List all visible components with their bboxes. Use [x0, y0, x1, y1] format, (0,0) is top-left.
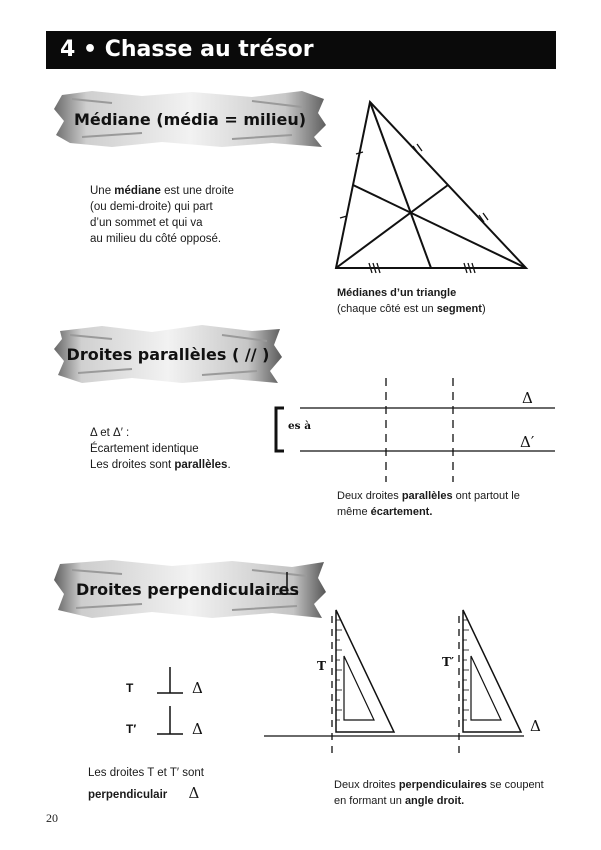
median-c [353, 185, 526, 268]
paralleles-text: Δ et Δ′ : Écartement identique Les droites sont parallèles. [90, 427, 231, 471]
set-square-right [463, 610, 521, 732]
chapter-title: 4 • Chasse au trésor [60, 37, 314, 62]
chapter-title-bar [46, 31, 556, 69]
set-square-diagram [262, 604, 562, 756]
delta-label: Δ [522, 389, 533, 407]
perpendicular-symbol-icon [155, 665, 185, 697]
page-number: 20 [46, 811, 58, 825]
triangle-outline [336, 102, 526, 268]
triangle-medians-diagram [330, 96, 535, 276]
example1-right-label: Δ [192, 679, 203, 697]
perpendiculaires-caption: Deux droites perpendiculaires se coupent en formant un angle droit. [334, 779, 544, 807]
perpendiculaires-heading: Droites perpendiculaires [76, 579, 299, 599]
example1-left-label: T [126, 681, 134, 695]
median-a [370, 102, 431, 268]
label-t: T [317, 659, 326, 673]
mediane-heading-banner [52, 89, 328, 149]
mediane-caption: Médianes d’un triangle (chaque côté est un segment) [337, 287, 486, 315]
mediane-text: Une médiane est une droite (ou demi-droite) qui part d’un sommet et qui va au milieu du côté opposé. [90, 185, 234, 245]
bracket-label: es à [288, 420, 312, 432]
parallel-lines-diagram [270, 370, 570, 485]
set-square-left [336, 610, 394, 732]
label-t-prime: T′ [442, 655, 455, 669]
paralleles-heading: Droites parallèles ( // ) [66, 344, 270, 364]
median-b [336, 185, 448, 268]
paralleles-caption: Deux droites parallèles ont partout le même écartement. [337, 490, 520, 518]
perpendicular-symbol-icon [155, 704, 185, 738]
perpendiculaires-text: Les droites T et T′ sont perpendiculair Δ [88, 767, 204, 802]
example2-right-label: Δ [192, 720, 203, 738]
mediane-heading: Médiane (média = milieu) [73, 109, 307, 129]
perpendicular-examples [118, 660, 228, 740]
example2-left-label: T′ [126, 722, 137, 736]
delta-prime-label: Δ′ [520, 433, 535, 451]
bracket [276, 408, 284, 451]
paralleles-heading-banner [52, 323, 284, 385]
label-delta: Δ [530, 717, 541, 735]
perpendicular-symbol-icon [274, 570, 300, 598]
